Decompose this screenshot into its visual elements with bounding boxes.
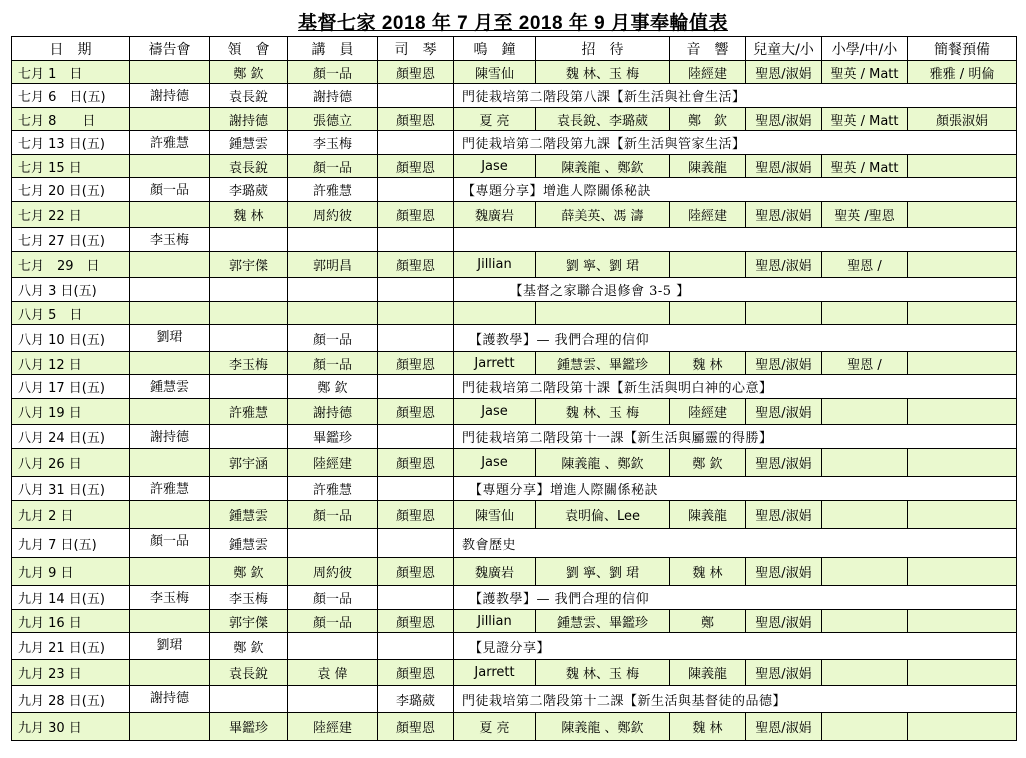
cell-date: 九月 2 日: [12, 501, 130, 529]
cell-prayer: [130, 302, 210, 325]
cell-leader: 李璐葳: [210, 178, 288, 202]
cell-prayer: [130, 108, 210, 131]
cell-sound: 魏 林: [670, 713, 746, 741]
cell-prayer: 謝持德: [130, 425, 210, 449]
friday-row: [12, 84, 1017, 108]
roster-body: [12, 61, 1017, 741]
cell-bell: Jase: [454, 449, 536, 477]
cell-prayer: [130, 399, 210, 425]
sunday-row: [12, 610, 1017, 633]
cell-sound: 陸經建: [670, 202, 746, 228]
cell-speaker: [288, 278, 378, 302]
cell-date: 八月 31 日(五): [12, 477, 130, 501]
cell-piano: 顏聖恩: [378, 202, 454, 228]
cell-children: 聖恩/淑娟: [746, 610, 822, 633]
roster-table: [11, 36, 1017, 741]
header-row: [12, 37, 1017, 61]
friday-row: [12, 686, 1017, 713]
cell-leader: 魏 林: [210, 202, 288, 228]
cell-leader: 袁長銳: [210, 660, 288, 686]
cell-piano: 顏聖恩: [378, 399, 454, 425]
cell-announcement: 門徒栽培第二階段第八課【新生活與社會生活】: [454, 84, 1017, 108]
cell-meal: 雅雅 / 明倫: [908, 61, 1017, 84]
cell-speaker: 許雅慧: [288, 178, 378, 202]
cell-speaker: [288, 529, 378, 558]
sunday-row: [12, 501, 1017, 529]
cell-usher: 袁明倫、Lee: [536, 501, 670, 529]
cell-date: 九月 9 日: [12, 558, 130, 586]
cell-piano: [378, 84, 454, 108]
cell-usher: 陳義龍 、鄭欽: [536, 713, 670, 741]
cell-piano: [378, 278, 454, 302]
cell-sound: 鄭 欽: [670, 449, 746, 477]
cell-leader: [210, 302, 288, 325]
cell-prayer: [130, 352, 210, 375]
cell-date: 八月 12 日: [12, 352, 130, 375]
cell-sound: [670, 252, 746, 278]
cell-prayer: [130, 202, 210, 228]
friday-row: [12, 278, 1017, 302]
col-header-speaker: 講 員: [288, 37, 378, 61]
sunday-row: [12, 713, 1017, 741]
sunday-row: [12, 302, 1017, 325]
cell-date: 七月 27 日(五): [12, 228, 130, 252]
cell-speaker: 顏一品: [288, 501, 378, 529]
cell-speaker: 顏一品: [288, 325, 378, 352]
friday-row: [12, 633, 1017, 660]
cell-piano: 顏聖恩: [378, 155, 454, 178]
cell-leader: 鄭 欽: [210, 61, 288, 84]
cell-school: [822, 558, 908, 586]
cell-meal: [908, 302, 1017, 325]
cell-date: 八月 10 日(五): [12, 325, 130, 352]
cell-leader: [210, 425, 288, 449]
cell-piano: [378, 178, 454, 202]
cell-leader: 畢鑑珍: [210, 713, 288, 741]
cell-leader: 鄭 欽: [210, 558, 288, 586]
friday-row: [12, 325, 1017, 352]
col-header-usher: 招 待: [536, 37, 670, 61]
cell-piano: 顏聖恩: [378, 108, 454, 131]
cell-leader: 李玉梅: [210, 586, 288, 610]
cell-announcement: 門徒栽培第二階段第九課【新生活與管家生活】: [454, 131, 1017, 155]
cell-bell: Jase: [454, 155, 536, 178]
cell-meal: [908, 610, 1017, 633]
cell-piano: [378, 529, 454, 558]
cell-speaker: 郭明昌: [288, 252, 378, 278]
cell-leader: 鍾慧雲: [210, 501, 288, 529]
cell-date: 九月 14 日(五): [12, 586, 130, 610]
cell-usher: 魏 林、玉 梅: [536, 61, 670, 84]
cell-children: 聖恩/淑娟: [746, 61, 822, 84]
cell-speaker: 顏一品: [288, 610, 378, 633]
friday-row: [12, 375, 1017, 399]
cell-date: 九月 7 日(五): [12, 529, 130, 558]
friday-row: [12, 586, 1017, 610]
cell-usher: 陳義龍 、鄭欽: [536, 155, 670, 178]
cell-announcement: 門徒栽培第二階段第十課【新生活與明白神的心意】: [454, 375, 1017, 399]
cell-children: 聖恩/淑娟: [746, 501, 822, 529]
cell-piano: [378, 586, 454, 610]
cell-speaker: [288, 302, 378, 325]
cell-date: 八月 24 日(五): [12, 425, 130, 449]
cell-meal: [908, 352, 1017, 375]
cell-speaker: 顏一品: [288, 61, 378, 84]
cell-leader: [210, 375, 288, 399]
cell-leader: [210, 278, 288, 302]
cell-leader: 袁長銳: [210, 155, 288, 178]
cell-prayer: [130, 155, 210, 178]
cell-school: 聖英 / Matt: [822, 108, 908, 131]
cell-meal: [908, 558, 1017, 586]
cell-leader: [210, 477, 288, 501]
cell-piano: 顏聖恩: [378, 610, 454, 633]
cell-sound: 鄭: [670, 610, 746, 633]
cell-bell: 夏 亮: [454, 108, 536, 131]
cell-speaker: [288, 633, 378, 660]
cell-leader: [210, 325, 288, 352]
cell-date: 八月 19 日: [12, 399, 130, 425]
cell-piano: 顏聖恩: [378, 660, 454, 686]
cell-usher: 鍾慧雲、畢鑑珍: [536, 610, 670, 633]
cell-leader: 郭宇傑: [210, 252, 288, 278]
cell-meal: [908, 449, 1017, 477]
cell-sound: 魏 林: [670, 558, 746, 586]
cell-prayer: [130, 252, 210, 278]
cell-children: 聖恩/淑娟: [746, 108, 822, 131]
cell-usher: 袁長銳、李璐葳: [536, 108, 670, 131]
cell-prayer: 鍾慧雲: [130, 375, 210, 399]
cell-announcement: 【護教學】— 我們合理的信仰: [454, 586, 1017, 610]
cell-speaker: 顏一品: [288, 586, 378, 610]
cell-usher: 劉 寧、劉 珺: [536, 558, 670, 586]
cell-sound: 陳義龍: [670, 501, 746, 529]
cell-piano: 顏聖恩: [378, 713, 454, 741]
cell-sound: 陳義龍: [670, 660, 746, 686]
cell-prayer: 顏一品: [130, 529, 210, 558]
cell-date: 九月 30 日: [12, 713, 130, 741]
friday-row: [12, 228, 1017, 252]
cell-speaker: 周約彼: [288, 202, 378, 228]
cell-speaker: 畢鑑珍: [288, 425, 378, 449]
col-header-piano: 司 琴: [378, 37, 454, 61]
cell-speaker: 顏一品: [288, 155, 378, 178]
cell-usher: 魏 林、玉 梅: [536, 399, 670, 425]
cell-announcement: 【見證分享】: [454, 633, 1017, 660]
cell-prayer: [130, 501, 210, 529]
cell-date: 八月 17 日(五): [12, 375, 130, 399]
cell-date: 七月 15 日: [12, 155, 130, 178]
cell-sound: 鄭 欽: [670, 108, 746, 131]
cell-children: 聖恩/淑娟: [746, 352, 822, 375]
cell-date: 九月 16 日: [12, 610, 130, 633]
cell-usher: 魏 林、玉 梅: [536, 660, 670, 686]
cell-prayer: 劉珺: [130, 325, 210, 352]
cell-bell: [454, 302, 536, 325]
cell-piano: 顏聖恩: [378, 501, 454, 529]
cell-usher: 陳義龍 、鄭欽: [536, 449, 670, 477]
cell-usher: 劉 寧、劉 珺: [536, 252, 670, 278]
sunday-row: [12, 155, 1017, 178]
col-header-date: 日 期: [12, 37, 130, 61]
sunday-row: [12, 61, 1017, 84]
cell-children: 聖恩/淑娟: [746, 399, 822, 425]
cell-date: 七月 13 日(五): [12, 131, 130, 155]
cell-piano: 顏聖恩: [378, 352, 454, 375]
cell-children: 聖恩/淑娟: [746, 155, 822, 178]
cell-meal: [908, 202, 1017, 228]
cell-school: [822, 399, 908, 425]
cell-leader: 鄭 欽: [210, 633, 288, 660]
cell-school: [822, 501, 908, 529]
cell-speaker: 周約彼: [288, 558, 378, 586]
cell-school: [822, 660, 908, 686]
cell-leader: [210, 228, 288, 252]
cell-speaker: 陸經建: [288, 713, 378, 741]
cell-piano: [378, 375, 454, 399]
col-header-sound: 音 響: [670, 37, 746, 61]
cell-meal: [908, 660, 1017, 686]
cell-prayer: 許雅慧: [130, 131, 210, 155]
cell-meal: [908, 713, 1017, 741]
cell-date: 七月 29 日: [12, 252, 130, 278]
page-title: 基督七家 2018 年 7 月至 2018 年 9 月事奉輪值表: [298, 13, 728, 34]
cell-announcement: 【專題分享】增進人際關係秘訣: [454, 178, 1017, 202]
cell-leader: 鍾慧雲: [210, 529, 288, 558]
cell-piano: [378, 425, 454, 449]
cell-leader: [210, 686, 288, 713]
cell-prayer: 謝持德: [130, 84, 210, 108]
cell-leader: 許雅慧: [210, 399, 288, 425]
cell-announcement: 門徒栽培第二階段第十二課【新生活與基督徒的品德】: [454, 686, 1017, 713]
cell-date: 七月 20 日(五): [12, 178, 130, 202]
col-header-bell: 鳴 鐘: [454, 37, 536, 61]
cell-prayer: [130, 610, 210, 633]
cell-speaker: 李玉梅: [288, 131, 378, 155]
col-header-leader: 領 會: [210, 37, 288, 61]
cell-announcement: 【專題分享】增進人際關係秘訣: [454, 477, 1017, 501]
cell-speaker: 陸經建: [288, 449, 378, 477]
cell-sound: 陸經建: [670, 61, 746, 84]
cell-speaker: 謝持德: [288, 84, 378, 108]
cell-piano: [378, 477, 454, 501]
cell-usher: 鍾慧雲、畢鑑珍: [536, 352, 670, 375]
cell-bell: 魏廣岩: [454, 558, 536, 586]
cell-piano: 顏聖恩: [378, 449, 454, 477]
cell-speaker: [288, 686, 378, 713]
friday-row: [12, 477, 1017, 501]
cell-school: 聖英 / Matt: [822, 155, 908, 178]
cell-date: 九月 28 日(五): [12, 686, 130, 713]
cell-bell: 陳雪仙: [454, 501, 536, 529]
sunday-row: [12, 449, 1017, 477]
cell-prayer: [130, 61, 210, 84]
cell-usher: 薛美英、馮 濤: [536, 202, 670, 228]
cell-children: 聖恩/淑娟: [746, 449, 822, 477]
col-header-children: 兒童大/小: [746, 37, 822, 61]
cell-school: [822, 302, 908, 325]
sunday-row: [12, 352, 1017, 375]
friday-row: [12, 178, 1017, 202]
cell-speaker: 鄭 欽: [288, 375, 378, 399]
cell-speaker: [288, 228, 378, 252]
cell-meal: [908, 501, 1017, 529]
cell-speaker: 張德立: [288, 108, 378, 131]
sunday-row: [12, 399, 1017, 425]
cell-bell: Jillian: [454, 610, 536, 633]
sunday-row: [12, 108, 1017, 131]
cell-meal: [908, 155, 1017, 178]
cell-piano: 顏聖恩: [378, 252, 454, 278]
cell-announcement: 教會歷史: [454, 529, 1017, 558]
cell-sound: 陸經建: [670, 399, 746, 425]
cell-date: 九月 23 日: [12, 660, 130, 686]
cell-meal: 顏張淑娟: [908, 108, 1017, 131]
cell-speaker: 顏一品: [288, 352, 378, 375]
cell-bell: Jarrett: [454, 660, 536, 686]
cell-piano: [378, 302, 454, 325]
cell-date: 八月 3 日(五): [12, 278, 130, 302]
sunday-row: [12, 202, 1017, 228]
cell-date: 七月 8 日: [12, 108, 130, 131]
friday-row: [12, 131, 1017, 155]
cell-school: [822, 610, 908, 633]
cell-school: [822, 713, 908, 741]
cell-prayer: 謝持德: [130, 686, 210, 713]
col-header-meal: 簡餐預備: [908, 37, 1017, 61]
cell-children: 聖恩/淑娟: [746, 252, 822, 278]
cell-bell: Jase: [454, 399, 536, 425]
sunday-row: [12, 558, 1017, 586]
cell-speaker: 許雅慧: [288, 477, 378, 501]
cell-prayer: [130, 558, 210, 586]
cell-prayer: 顏一品: [130, 178, 210, 202]
cell-leader: 郭宇涵: [210, 449, 288, 477]
cell-bell: 夏 亮: [454, 713, 536, 741]
cell-children: 聖恩/淑娟: [746, 558, 822, 586]
cell-announcement: 【護教學】— 我們合理的信仰: [454, 325, 1017, 352]
cell-piano: 李璐葳: [378, 686, 454, 713]
cell-children: 聖恩/淑娟: [746, 660, 822, 686]
cell-leader: 李玉梅: [210, 352, 288, 375]
cell-bell: 陳雪仙: [454, 61, 536, 84]
cell-prayer: 李玉梅: [130, 228, 210, 252]
cell-date: 七月 6 日(五): [12, 84, 130, 108]
cell-piano: 顏聖恩: [378, 61, 454, 84]
cell-bell: Jarrett: [454, 352, 536, 375]
cell-prayer: 劉珺: [130, 633, 210, 660]
cell-piano: [378, 633, 454, 660]
cell-children: 聖恩/淑娟: [746, 202, 822, 228]
cell-school: 聖英 / Matt: [822, 61, 908, 84]
cell-leader: 謝持德: [210, 108, 288, 131]
cell-prayer: [130, 713, 210, 741]
cell-leader: 鍾慧雲: [210, 131, 288, 155]
cell-school: 聖英 /聖恩: [822, 202, 908, 228]
cell-date: 八月 26 日: [12, 449, 130, 477]
cell-piano: [378, 325, 454, 352]
cell-date: 七月 1 日: [12, 61, 130, 84]
cell-sound: 魏 林: [670, 352, 746, 375]
cell-children: [746, 302, 822, 325]
col-header-school: 小學/中/小: [822, 37, 908, 61]
cell-prayer: [130, 449, 210, 477]
cell-leader: 郭宇傑: [210, 610, 288, 633]
cell-date: 八月 5 日: [12, 302, 130, 325]
cell-speaker: 袁 偉: [288, 660, 378, 686]
cell-usher: [536, 302, 670, 325]
cell-school: 聖恩 /: [822, 252, 908, 278]
friday-row: [12, 529, 1017, 558]
cell-sound: [670, 302, 746, 325]
cell-children: 聖恩/淑娟: [746, 713, 822, 741]
cell-prayer: [130, 660, 210, 686]
cell-announcement: 門徒栽培第二階段第十一課【新生活與屬靈的得勝】: [454, 425, 1017, 449]
col-header-prayer: 禱告會: [130, 37, 210, 61]
sunday-row: [12, 660, 1017, 686]
friday-row: [12, 425, 1017, 449]
cell-school: 聖恩 /: [822, 352, 908, 375]
cell-prayer: 李玉梅: [130, 586, 210, 610]
cell-piano: [378, 228, 454, 252]
cell-sound: 陳義龍: [670, 155, 746, 178]
cell-speaker: 謝持德: [288, 399, 378, 425]
cell-prayer: [130, 278, 210, 302]
cell-bell: Jillian: [454, 252, 536, 278]
cell-meal: [908, 252, 1017, 278]
cell-announcement: 【基督之家聯合退修會 3-5 】: [454, 278, 1017, 302]
cell-date: 七月 22 日: [12, 202, 130, 228]
cell-piano: [378, 131, 454, 155]
cell-prayer: 許雅慧: [130, 477, 210, 501]
cell-leader: 袁長銳: [210, 84, 288, 108]
cell-bell: 魏廣岩: [454, 202, 536, 228]
cell-school: [822, 449, 908, 477]
cell-announcement: [454, 228, 1017, 252]
cell-piano: 顏聖恩: [378, 558, 454, 586]
cell-date: 九月 21 日(五): [12, 633, 130, 660]
sunday-row: [12, 252, 1017, 278]
cell-meal: [908, 399, 1017, 425]
